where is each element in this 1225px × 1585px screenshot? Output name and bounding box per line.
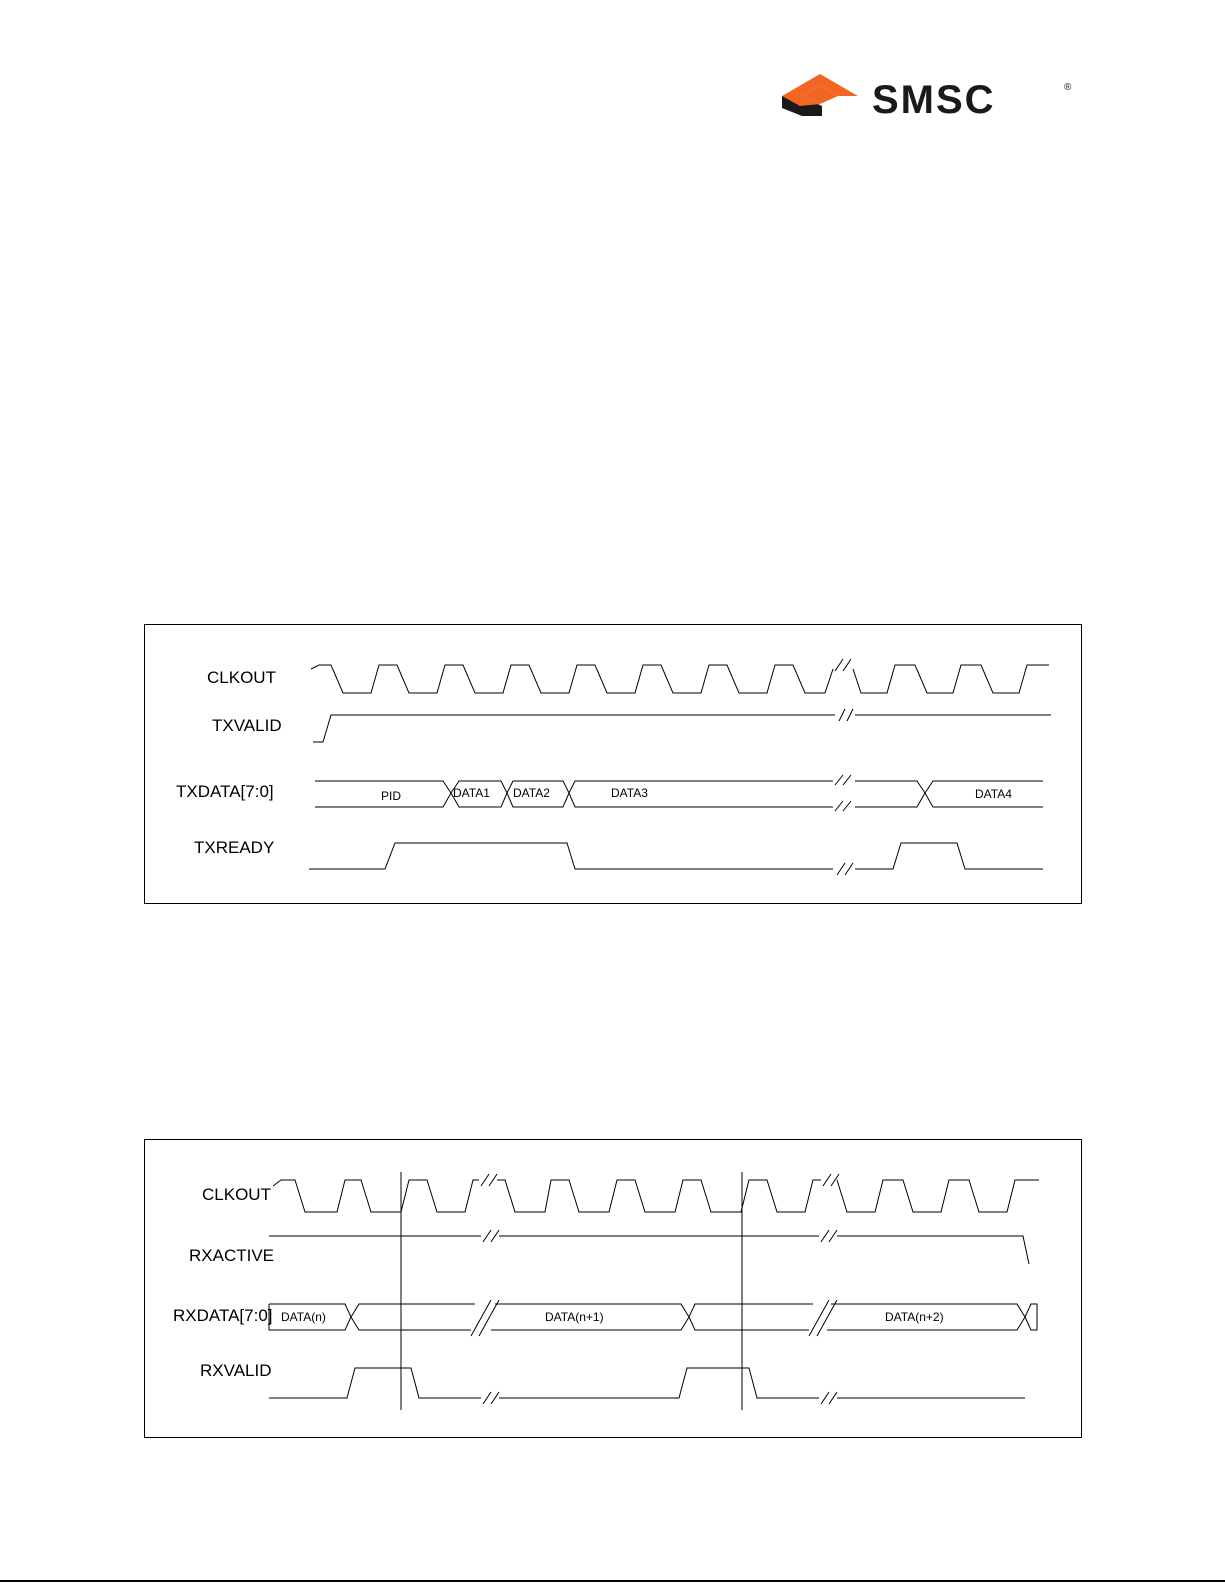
break-mark-clk	[835, 659, 851, 671]
signal-label-txdata: TXDATA[7:0]	[176, 782, 274, 801]
smsc-logo	[780, 70, 1080, 125]
tx-timing-diagram	[144, 624, 1082, 904]
bus-value-data3: DATA3	[611, 786, 648, 800]
break-mark-rxdata	[471, 1300, 837, 1336]
bus-value-data-n1: DATA(n+1)	[545, 1310, 604, 1324]
break-mark-txready	[837, 863, 853, 875]
bus-value-data1: DATA1	[453, 786, 490, 800]
rx-timing-diagram	[144, 1139, 1082, 1438]
break-mark-txdata	[835, 775, 851, 811]
signal-label-txvalid: TXVALID	[212, 716, 282, 735]
logo-wordmark: SMSC	[872, 78, 996, 122]
bus-value-data2: DATA2	[513, 786, 550, 800]
registered-mark: ®	[1064, 82, 1072, 93]
txready-waveform	[309, 843, 833, 869]
clkout-waveform	[273, 1180, 479, 1212]
signal-label-txready: TXREADY	[194, 838, 275, 857]
signal-label-rxactive: RXACTIVE	[189, 1246, 275, 1265]
bus-value-data-n: DATA(n)	[281, 1310, 326, 1324]
logo-mark-icon	[782, 74, 858, 116]
bus-value-data-n2: DATA(n+2)	[885, 1310, 944, 1324]
bus-value-pid: PID	[381, 789, 402, 803]
clkout-waveform	[311, 665, 833, 693]
signal-label-rxdata: RXDATA[7:0]	[173, 1306, 273, 1325]
rxvalid-waveform	[269, 1368, 1025, 1398]
break-mark-clk	[481, 1174, 839, 1186]
bus-value-data4: DATA4	[975, 787, 1012, 801]
bottom-rule	[0, 1580, 1225, 1582]
clkout-waveform-tail	[853, 665, 1049, 693]
break-mark-txvalid	[839, 709, 853, 721]
signal-label-clkout: CLKOUT	[207, 668, 276, 687]
rxactive-waveform	[269, 1236, 1029, 1264]
txvalid-waveform	[313, 715, 835, 742]
signal-label-rxvalid: RXVALID	[200, 1361, 272, 1380]
signal-label-clkout: CLKOUT	[202, 1185, 271, 1204]
